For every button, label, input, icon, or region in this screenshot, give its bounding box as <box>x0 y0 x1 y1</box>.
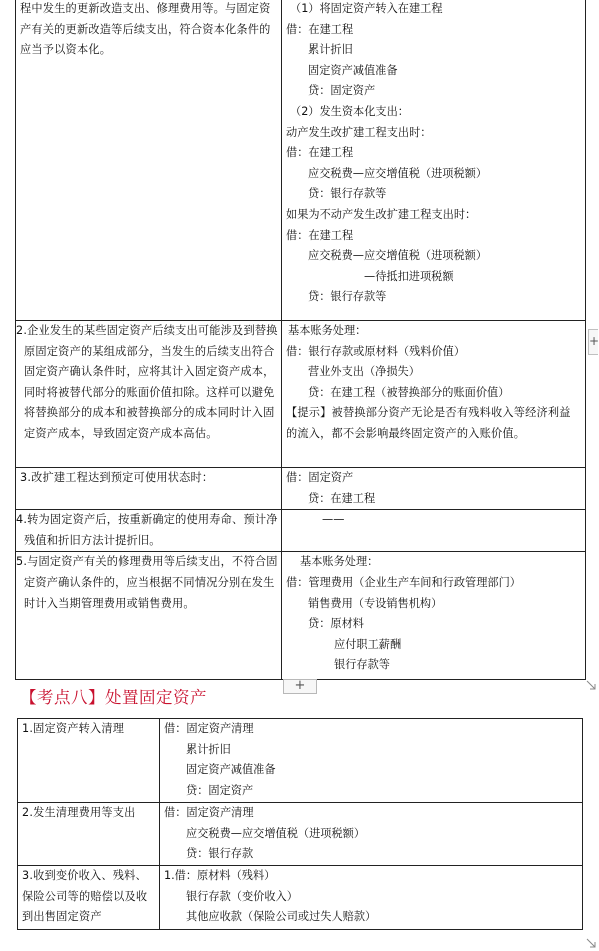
table-cell-description[interactable] <box>18 803 160 866</box>
add-column-button[interactable] <box>588 329 598 355</box>
table-row <box>18 719 583 803</box>
entry-line: 1.借：原材料（残料） <box>164 869 276 882</box>
table-cell-description[interactable] <box>16 321 282 468</box>
entry-line: 借：固定资产 <box>286 471 354 484</box>
entry-line: 贷：在建工程（被替换部分的账面价值） <box>308 385 510 399</box>
entry-line: 借：在建工程 <box>286 22 354 36</box>
table-cell-entries[interactable] <box>282 510 586 552</box>
entry-line: 借：固定资产清理 <box>164 722 254 735</box>
table-row <box>18 866 583 930</box>
cell-text: 2.企业发生的某些固定资产后续支出可能涉及到替换原固定资产的某组成部分，当发生的后续支出符合固定资产确认条件时，应将其计入固定资产成本，同时将被替代部分的账面价值扣除。这样可以避免将替换部分的成本和被替换部分的成本同时计入固定资产成本，导致固定资产成本高估。 <box>16 324 278 440</box>
entry-line: 借：在建工程 <box>286 146 354 160</box>
cell-text: 1.固定资产转入清理 <box>22 722 125 735</box>
entry-line: 银行存款（变价收入） <box>186 889 298 903</box>
table-row <box>16 468 586 510</box>
entry-line: 营业外支出（净损失） <box>308 365 420 379</box>
table-cell-entries[interactable] <box>160 866 583 930</box>
table-cell-entries[interactable] <box>282 0 586 321</box>
entry-line: 贷：原材料 <box>308 617 364 631</box>
entry-line: 累计折旧 <box>308 43 353 57</box>
cell-text: 程中发生的更新改造支出、修理费用等。与固定资产有关的更新改造等后续支出，符合资本化条件的应当予以资本化。 <box>20 2 271 57</box>
entry-line: 累计折旧 <box>186 742 231 756</box>
entry-line: 贷：在建工程 <box>308 491 376 505</box>
cell-text: 2.发生清理费用等支出 <box>22 806 136 819</box>
entry-line: 其他应收款（保险公司或过失人赔款） <box>186 910 377 924</box>
entry-line: 银行存款等 <box>334 658 390 672</box>
table-row <box>18 803 583 866</box>
entry-line: 如果为不动产发生改扩建工程支出时： <box>286 207 477 221</box>
entry-line: 应交税费—应交增值税（进项税额） <box>308 249 488 263</box>
entry-line: 贷：银行存款 <box>186 847 254 861</box>
table-row <box>16 0 586 321</box>
entry-line: —待抵扣进项税额 <box>364 269 454 283</box>
entry-line: 应交税费—应交增值税（进项税额） <box>186 826 366 840</box>
entry-line: 应付职工薪酬 <box>334 637 402 651</box>
entry-line: （1）将固定资产转入在建工程 <box>290 2 443 15</box>
tip-text: 【提示】被替换部分资产无论是否有残料收入等经济利益的流入，都不会影响最终固定资产的入账价值。 <box>286 406 571 440</box>
table-cell-description[interactable] <box>16 468 282 510</box>
table-cell-description[interactable] <box>18 719 160 803</box>
resize-corner-icon[interactable] <box>586 680 598 692</box>
table-cell-description[interactable] <box>18 866 160 930</box>
entry-line: 固定资产减值准备 <box>186 763 276 777</box>
cell-text: 4.转为固定资产后，按重新确定的使用寿命、预计净残值和折旧方法计提折旧。 <box>16 513 278 547</box>
entry-line: 贷：银行存款等 <box>308 187 387 201</box>
entry-line: 借：管理费用（企业生产车间和行政管理部门） <box>286 575 521 589</box>
table-row <box>16 510 586 552</box>
entry-line: 固定资产减值准备 <box>308 63 398 77</box>
entry-line: 借：银行存款或原材料（残料价值） <box>286 344 466 358</box>
plus-icon: + <box>589 334 599 348</box>
resize-corner-icon[interactable] <box>586 938 598 950</box>
table-cell-entries[interactable] <box>282 321 586 468</box>
table-row <box>16 552 586 680</box>
cell-text: 3.改扩建工程达到预定可使用状态时： <box>20 471 214 484</box>
entry-line: 动产发生改扩建工程支出时： <box>286 125 432 139</box>
entry-line: 销售费用（专设销售机构） <box>308 596 443 610</box>
entry-line: 应交税费—应交增值税（进项税额） <box>308 166 488 180</box>
cell-text: 5.与固定资产有关的修理费用等后续支出，不符合固定资产确认条件的，应当根据不同情况分别在发生时计入当期管理费用或销售费用。 <box>16 555 278 610</box>
entry-line: 基本账务处理： <box>300 555 379 569</box>
table-row <box>16 321 586 468</box>
entry-line: —— <box>322 513 345 527</box>
table-cell-description[interactable] <box>16 510 282 552</box>
entry-line: 基本账务处理： <box>288 324 367 337</box>
entry-line: 借：固定资产清理 <box>164 806 254 819</box>
table-cell-description[interactable] <box>16 552 282 680</box>
section-heading: 【考点八】处置固定资产 <box>20 688 207 707</box>
entry-line: （2）发生资本化支出： <box>290 104 409 118</box>
table-cell-entries[interactable] <box>282 552 586 680</box>
plus-icon: + <box>294 678 306 693</box>
table-cell-description[interactable] <box>16 0 282 321</box>
table-cell-entries[interactable] <box>160 803 583 866</box>
table-cell-entries[interactable] <box>282 468 586 510</box>
entry-line: 贷：固定资产 <box>186 783 254 797</box>
entry-line: 贷：银行存款等 <box>308 290 387 304</box>
disposal-table <box>17 718 583 930</box>
add-row-button[interactable] <box>283 679 317 694</box>
cell-text: 3.收到变价收入、残料、保险公司等的赔偿以及收到出售固定资产 <box>22 869 148 924</box>
table-cell-entries[interactable] <box>160 719 583 803</box>
entry-line: 贷：固定资产 <box>308 84 376 98</box>
subsequent-expenditure-table <box>15 0 586 680</box>
entry-line: 借：在建工程 <box>286 228 354 242</box>
